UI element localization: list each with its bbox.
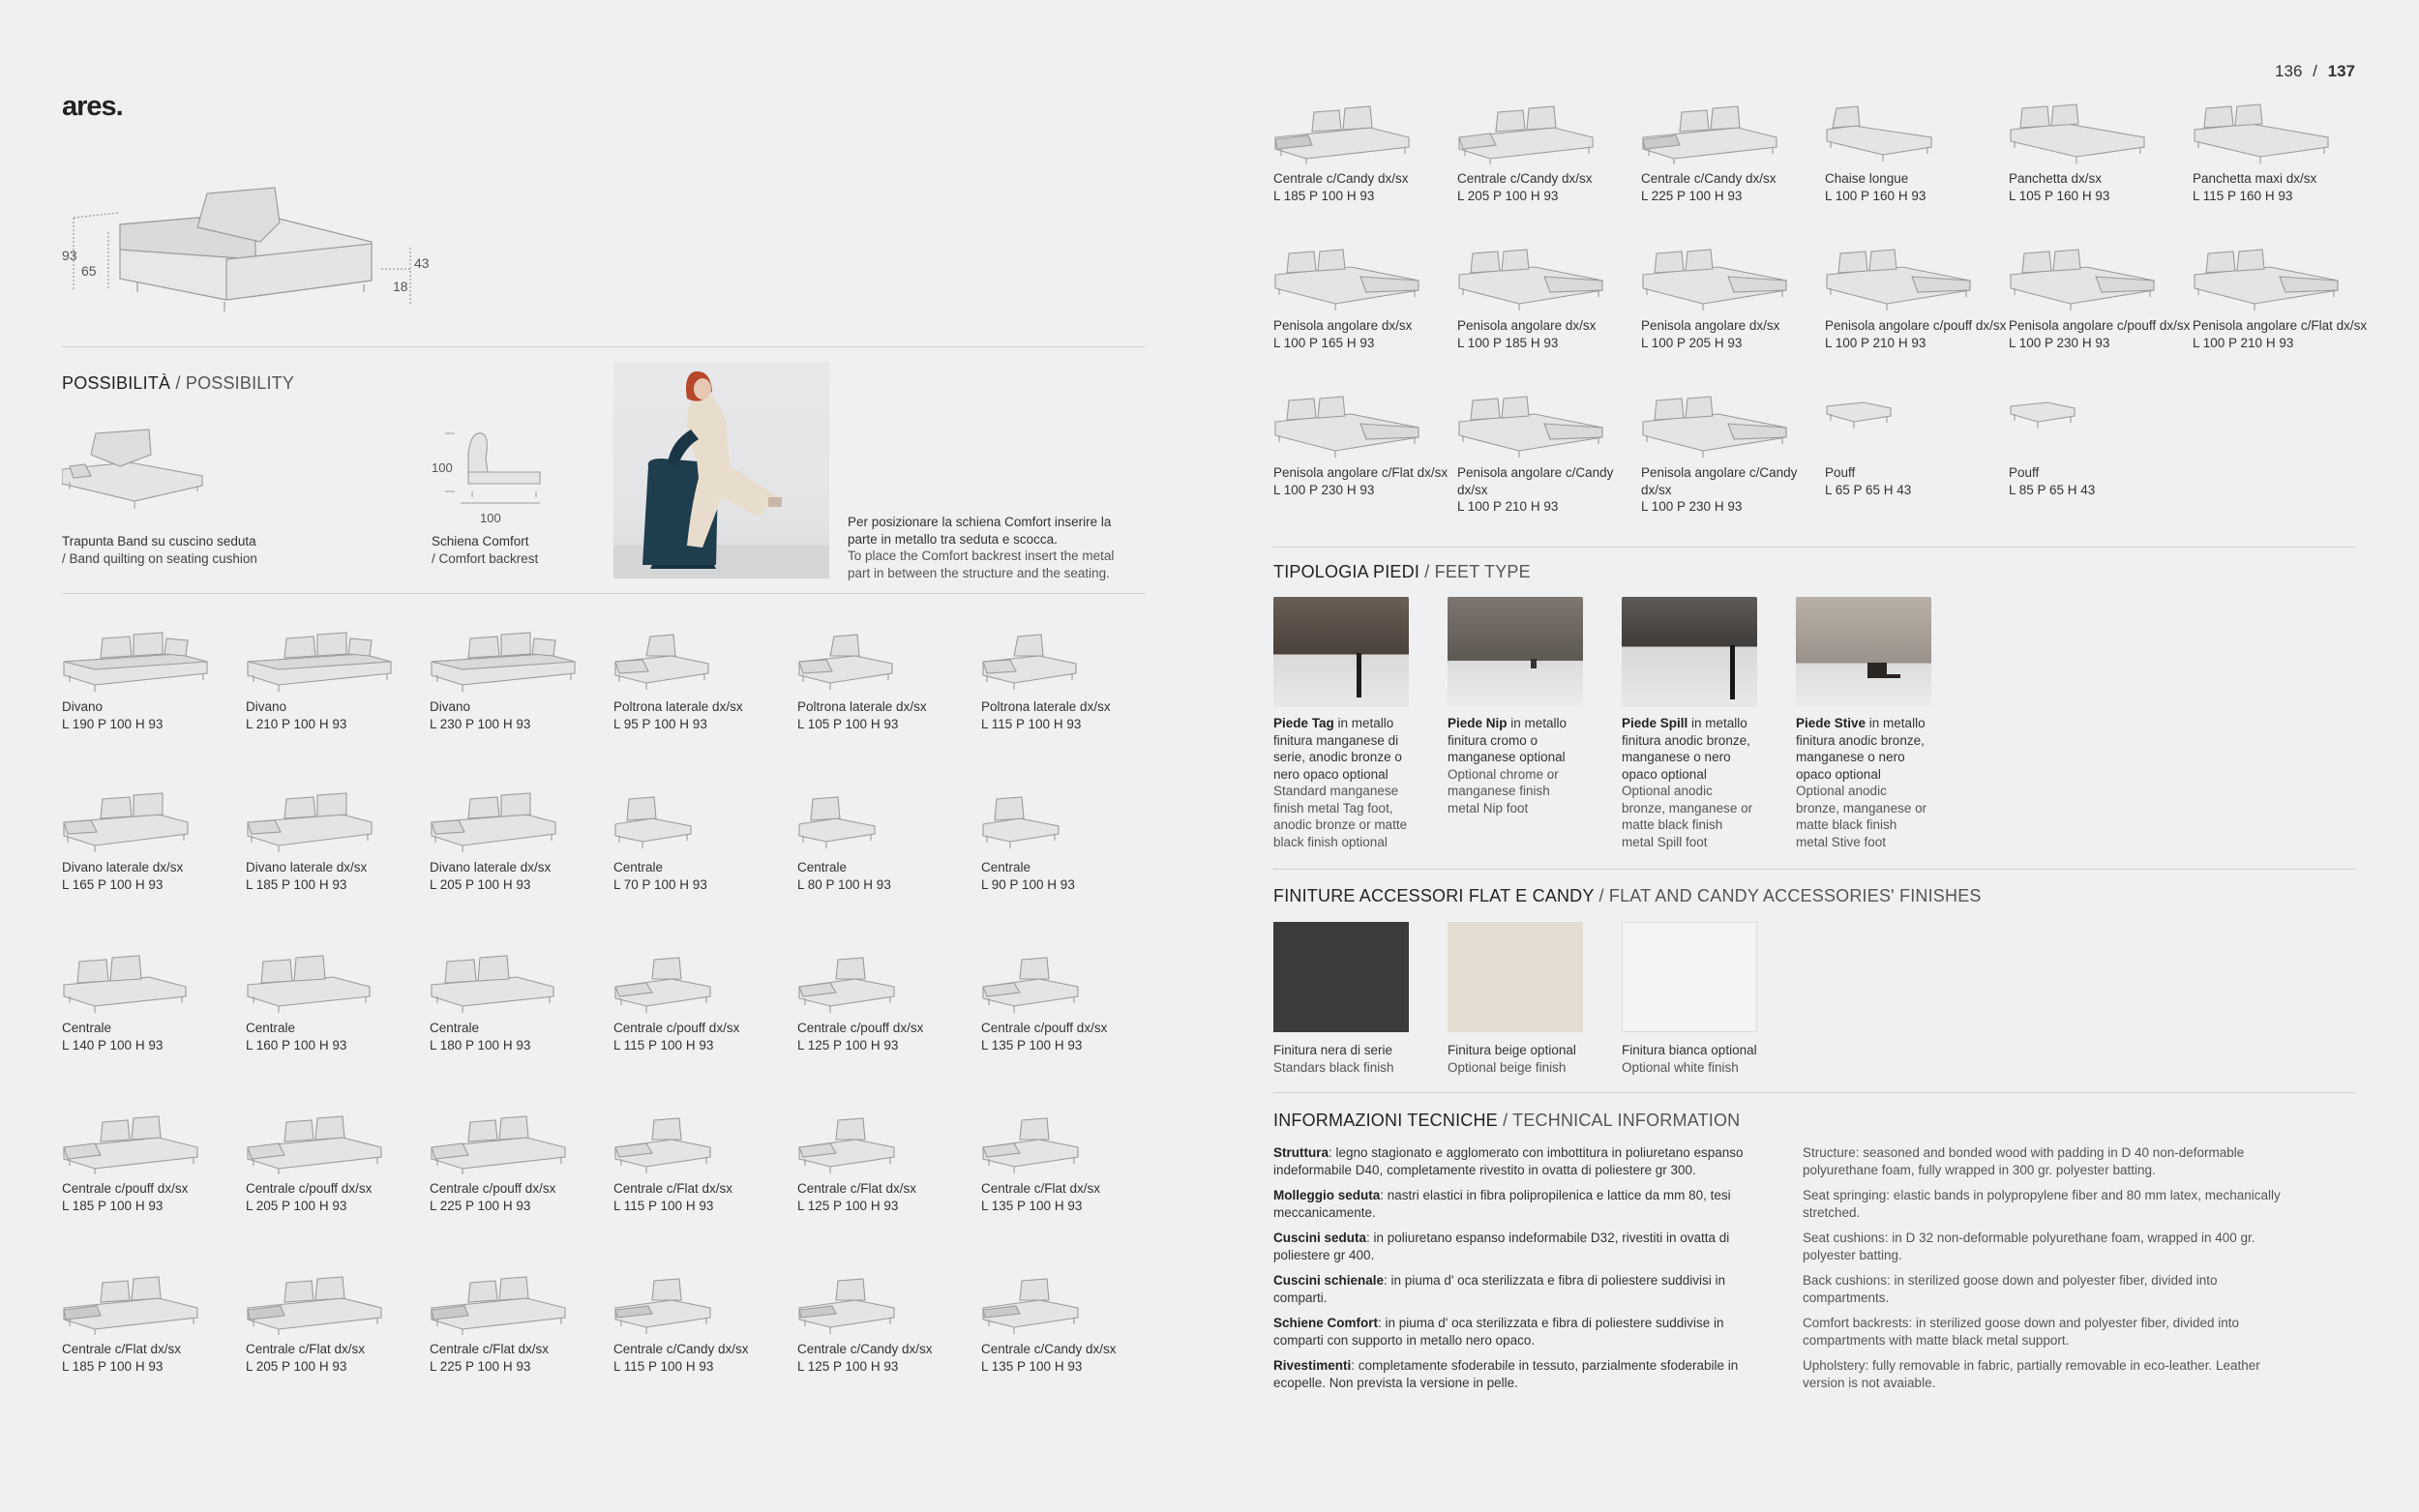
module-dimensions: L 90 P 100 H 93 bbox=[981, 876, 1075, 892]
finish-beige bbox=[1448, 922, 1583, 1076]
module-dimensions: L 205 P 100 H 93 bbox=[246, 1358, 347, 1374]
module-dimensions: L 165 P 100 H 93 bbox=[62, 876, 164, 892]
module-dimensions: L 205 P 100 H 93 bbox=[1457, 188, 1559, 203]
finish-black-en: Standars black finish bbox=[1273, 1059, 1394, 1075]
module-drawing bbox=[246, 1271, 401, 1335]
band-quilting-label-it: Trapunta Band su cuscino seduta bbox=[62, 534, 256, 548]
module-dimensions: L 85 P 65 H 43 bbox=[2009, 482, 2096, 497]
tech-title-en: TECHNICAL INFORMATION bbox=[1512, 1111, 1741, 1130]
module-drawing bbox=[2009, 101, 2164, 164]
module-name: Divano laterale dx/sx bbox=[246, 860, 368, 875]
module-item bbox=[246, 1271, 430, 1432]
module-dimensions: L 100 P 230 H 93 bbox=[2009, 335, 2110, 350]
module-name: Centrale bbox=[797, 860, 848, 875]
module-name: Chaise longue bbox=[1825, 171, 1909, 186]
module-drawing bbox=[981, 629, 1136, 693]
module-drawing bbox=[246, 629, 401, 693]
module-dimensions: L 185 P 100 H 93 bbox=[62, 1198, 164, 1213]
module-name: Centrale bbox=[430, 1021, 480, 1035]
right-modules-grid bbox=[1273, 101, 2376, 542]
tech-en-back-cushions: Back cushions: in sterilized goose down and polyester fiber, divided into compartments. bbox=[1803, 1273, 2218, 1305]
module-name: Penisola angolare dx/sx bbox=[1457, 318, 1597, 333]
foot-nip-it: in metallo finitura cromo o manganese optional bbox=[1448, 716, 1568, 764]
module-item bbox=[981, 1111, 1165, 1271]
module-item bbox=[1825, 248, 2009, 395]
module-dimensions: L 125 P 100 H 93 bbox=[797, 1037, 899, 1052]
module-name: Divano bbox=[62, 699, 104, 714]
module-dimensions: L 115 P 100 H 93 bbox=[613, 1037, 714, 1052]
module-item bbox=[797, 1271, 981, 1432]
module-item bbox=[613, 1271, 797, 1432]
tech-info-it bbox=[1273, 1144, 1757, 1400]
foot-spill-photo bbox=[1622, 597, 1757, 707]
module-drawing bbox=[613, 950, 768, 1014]
module-name: Poltrona laterale dx/sx bbox=[613, 699, 743, 714]
module-name: Centrale bbox=[613, 860, 664, 875]
module-item bbox=[430, 789, 613, 950]
comfort-backrest-label-en: / Comfort backrest bbox=[432, 550, 539, 566]
module-item bbox=[1825, 395, 2009, 542]
divider bbox=[62, 593, 1146, 594]
module-drawing bbox=[430, 789, 584, 853]
module-drawing bbox=[1457, 101, 1612, 164]
module-drawing bbox=[1825, 395, 1980, 459]
feet-title-it: TIPOLOGIA PIEDI bbox=[1273, 562, 1420, 581]
module-drawing bbox=[1825, 248, 1980, 311]
module-name: Divano bbox=[430, 699, 471, 714]
module-drawing bbox=[797, 950, 952, 1014]
module-name: Centrale c/Flat dx/sx bbox=[613, 1181, 733, 1196]
module-name: Poltrona laterale dx/sx bbox=[981, 699, 1111, 714]
module-item bbox=[430, 950, 613, 1111]
module-item bbox=[613, 950, 797, 1111]
module-item bbox=[246, 629, 430, 789]
dim-height-seat: 43 bbox=[414, 255, 430, 271]
foot-nip-name: Piede Nip bbox=[1448, 716, 1508, 730]
module-dimensions: L 125 P 100 H 93 bbox=[797, 1198, 899, 1213]
module-item bbox=[62, 1111, 246, 1271]
band-quilting-item bbox=[62, 426, 257, 567]
tech-en-upholstery: Upholstery: fully removable in fabric, partially removable in eco-leather. Leather version is not avaiable. bbox=[1803, 1358, 2260, 1390]
comfort-note-en: To place the Comfort backrest insert the metal part in between the structure and the seating. bbox=[848, 548, 1115, 580]
module-item bbox=[246, 1111, 430, 1271]
finish-white bbox=[1622, 922, 1757, 1076]
module-item bbox=[2009, 248, 2193, 395]
module-name: Panchetta maxi dx/sx bbox=[2193, 171, 2317, 186]
foot-tag bbox=[1273, 597, 1409, 850]
module-name: Centrale c/pouff dx/sx bbox=[246, 1181, 373, 1196]
foot-spill bbox=[1622, 597, 1757, 850]
module-name: Divano bbox=[246, 699, 287, 714]
tech-en-springing: Seat springing: elastic bands in polypropylene fiber and 80 mm latex, mechanically stretched. bbox=[1803, 1188, 2281, 1220]
module-dimensions: L 80 P 100 H 93 bbox=[797, 876, 891, 892]
module-dimensions: L 115 P 160 H 93 bbox=[2193, 188, 2293, 203]
module-name: Centrale c/Candy dx/sx bbox=[981, 1342, 1117, 1356]
module-name: Penisola angolare c/pouff dx/sx bbox=[1825, 318, 2007, 333]
module-drawing bbox=[430, 1271, 584, 1335]
module-name: Centrale c/pouff dx/sx bbox=[430, 1181, 556, 1196]
module-drawing bbox=[62, 950, 217, 1014]
module-item bbox=[1273, 395, 1457, 542]
module-name: Centrale c/Candy dx/sx bbox=[797, 1342, 933, 1356]
tech-title: INFORMAZIONI TECNICHE / TECHNICAL INFORMATION bbox=[1273, 1111, 1741, 1130]
dim-height-leg: 18 bbox=[393, 279, 408, 294]
module-item bbox=[2009, 101, 2193, 248]
foot-tag-it: in metallo finitura manganese di serie, anodic bronze o nero opaco optional bbox=[1273, 716, 1402, 782]
module-name: Poltrona laterale dx/sx bbox=[797, 699, 927, 714]
module-drawing bbox=[2193, 248, 2347, 311]
module-drawing bbox=[1641, 101, 1796, 164]
module-name: Centrale c/Candy dx/sx bbox=[613, 1342, 749, 1356]
module-item bbox=[1641, 248, 1825, 395]
module-item bbox=[981, 789, 1165, 950]
foot-spill-name: Piede Spill bbox=[1622, 716, 1688, 730]
module-item bbox=[1641, 101, 1825, 248]
possibility-title-en: POSSIBILITY bbox=[185, 373, 295, 393]
module-item bbox=[430, 629, 613, 789]
module-drawing bbox=[246, 1111, 401, 1174]
module-drawing bbox=[797, 1271, 952, 1335]
module-name: Centrale c/pouff dx/sx bbox=[797, 1021, 924, 1035]
module-dimensions: L 185 P 100 H 93 bbox=[62, 1358, 164, 1374]
finish-beige-en: Optional beige finish bbox=[1448, 1059, 1567, 1075]
module-dimensions: L 185 P 100 H 93 bbox=[246, 876, 347, 892]
comfort-backrest-label-it: Schiena Comfort bbox=[432, 534, 529, 548]
foot-nip-photo bbox=[1448, 597, 1583, 707]
module-drawing bbox=[2009, 248, 2164, 311]
module-dimensions: L 185 P 100 H 93 bbox=[1273, 188, 1375, 203]
module-name: Penisola angolare dx/sx bbox=[1641, 318, 1780, 333]
module-dimensions: L 135 P 100 H 93 bbox=[981, 1358, 1083, 1374]
module-drawing bbox=[246, 950, 401, 1014]
module-drawing bbox=[430, 629, 584, 693]
comfort-backrest-photo bbox=[613, 362, 829, 578]
tech-it-back-cushions: Cuscini schienale: in piuma d' oca sterilizzata e fibra di poliestere suddivisi in comparti. bbox=[1273, 1273, 1726, 1305]
module-dimensions: L 210 P 100 H 93 bbox=[246, 716, 347, 731]
module-drawing bbox=[981, 789, 1136, 853]
module-item bbox=[613, 629, 797, 789]
module-dimensions: L 105 P 160 H 93 bbox=[2009, 188, 2110, 203]
module-item bbox=[613, 1111, 797, 1271]
module-drawing bbox=[62, 1111, 217, 1174]
module-item bbox=[1457, 101, 1641, 248]
module-name: Centrale c/Candy dx/sx bbox=[1457, 171, 1593, 186]
module-drawing bbox=[430, 1111, 584, 1174]
module-name: Centrale c/Flat dx/sx bbox=[981, 1181, 1101, 1196]
module-item bbox=[1273, 101, 1457, 248]
module-dimensions: L 100 P 210 H 93 bbox=[2193, 335, 2294, 350]
module-name: Divano laterale dx/sx bbox=[62, 860, 184, 875]
foot-stive-en: Optional anodic bronze, manganese or matte black finish metal Stive foot bbox=[1796, 784, 1927, 849]
foot-tag-name: Piede Tag bbox=[1273, 716, 1334, 730]
module-item bbox=[246, 789, 430, 950]
module-name: Centrale bbox=[981, 860, 1031, 875]
module-item bbox=[1457, 248, 1641, 395]
feet-list bbox=[1273, 597, 1931, 850]
module-drawing bbox=[797, 629, 952, 693]
module-item bbox=[246, 950, 430, 1111]
tech-it-seat-cushions: Cuscini seduta: in poliuretano espanso indeformabile D32, rivestiti in ovatta di poliestere gr 400. bbox=[1273, 1230, 1730, 1262]
possibility-title-it: POSSIBILITÀ bbox=[62, 373, 171, 393]
finish-beige-swatch bbox=[1448, 922, 1583, 1032]
module-dimensions: L 95 P 100 H 93 bbox=[613, 716, 707, 731]
module-name: Centrale c/pouff dx/sx bbox=[62, 1181, 189, 1196]
hero-module-drawing bbox=[62, 184, 439, 319]
module-dimensions: L 100 P 210 H 93 bbox=[1825, 335, 1926, 350]
module-item bbox=[62, 789, 246, 950]
comfort-dim-depth: 100 bbox=[480, 511, 501, 525]
module-name: Centrale c/Candy dx/sx bbox=[1641, 171, 1777, 186]
finishes-title-en: FLAT AND CANDY ACCESSORIES' FINISHES bbox=[1608, 886, 1982, 905]
comfort-note-it: Per posizionare la schiena Comfort inserire la parte in metallo tra seduta e scocca. bbox=[848, 515, 1112, 547]
module-dimensions: L 140 P 100 H 93 bbox=[62, 1037, 164, 1052]
module-dimensions: L 100 P 230 H 93 bbox=[1641, 499, 1743, 514]
module-dimensions: L 190 P 100 H 93 bbox=[62, 716, 164, 731]
hero-sofa-svg bbox=[62, 184, 439, 319]
module-dimensions: L 100 P 165 H 93 bbox=[1273, 335, 1375, 350]
module-name: Centrale c/pouff dx/sx bbox=[613, 1021, 740, 1035]
module-item bbox=[1825, 101, 2009, 248]
module-drawing bbox=[1457, 395, 1612, 459]
module-dimensions: L 105 P 100 H 93 bbox=[797, 716, 899, 731]
module-dimensions: L 135 P 100 H 93 bbox=[981, 1037, 1083, 1052]
module-name: Centrale bbox=[62, 1021, 112, 1035]
feet-title-en: FEET TYPE bbox=[1434, 562, 1531, 581]
module-drawing bbox=[797, 789, 952, 853]
tech-en-comfort-backrests: Comfort backrests: in sterilized goose down and polyester fiber, divided into compartments with matte black metal support. bbox=[1803, 1316, 2239, 1348]
module-name: Centrale c/Flat dx/sx bbox=[246, 1342, 366, 1356]
module-dimensions: L 100 P 230 H 93 bbox=[1273, 482, 1375, 497]
tech-info-en bbox=[1803, 1144, 2286, 1400]
divider bbox=[1273, 1092, 2355, 1093]
module-drawing bbox=[1273, 395, 1428, 459]
tech-it-upholstery: Rivestimenti: completamente sfoderabile in tessuto, parzialmente sfoderabile in ecopelle. Non prevista la versione in pelle. bbox=[1273, 1358, 1739, 1390]
module-drawing bbox=[62, 789, 217, 853]
module-name: Centrale c/Flat dx/sx bbox=[430, 1342, 550, 1356]
module-drawing bbox=[613, 789, 768, 853]
module-name: Penisola angolare c/Candy dx/sx bbox=[1641, 465, 1798, 497]
foot-nip-en: Optional chrome or manganese finish metal Nip foot bbox=[1448, 766, 1559, 815]
finish-black bbox=[1273, 922, 1409, 1076]
module-name: Penisola angolare dx/sx bbox=[1273, 318, 1413, 333]
page-number-separator: / bbox=[2313, 62, 2317, 80]
module-dimensions: L 205 P 100 H 93 bbox=[430, 876, 531, 892]
module-name: Panchetta dx/sx bbox=[2009, 171, 2103, 186]
module-drawing bbox=[430, 950, 584, 1014]
module-item bbox=[613, 789, 797, 950]
module-drawing bbox=[62, 629, 217, 693]
module-item bbox=[797, 1111, 981, 1271]
module-item bbox=[981, 629, 1165, 789]
tech-it-structure: Struttura: legno stagionato e agglomerato con imbottitura in poliuretano espanso indeformabile D40, completamente rivestito in ovatta di poliestere gr 300. bbox=[1273, 1145, 1744, 1177]
comfort-backrest-item bbox=[432, 426, 557, 567]
module-item bbox=[430, 1271, 613, 1432]
module-drawing bbox=[1641, 395, 1796, 459]
tech-en-structure: Structure: seasoned and bonded wood with padding in D 40 non-deformable polyurethane foam, fully wrapped in 300 gr. polyester batting. bbox=[1803, 1145, 2245, 1177]
module-drawing bbox=[246, 789, 401, 853]
module-name: Penisola angolare c/Candy dx/sx bbox=[1457, 465, 1614, 497]
module-dimensions: L 230 P 100 H 93 bbox=[430, 716, 531, 731]
module-name: Centrale bbox=[246, 1021, 296, 1035]
module-name: Centrale c/Candy dx/sx bbox=[1273, 171, 1409, 186]
divider bbox=[62, 346, 1146, 347]
module-item bbox=[981, 950, 1165, 1111]
module-name: Divano laterale dx/sx bbox=[430, 860, 552, 875]
module-drawing bbox=[1825, 101, 1980, 164]
module-item bbox=[2193, 101, 2376, 248]
module-item bbox=[1273, 248, 1457, 395]
module-dimensions: L 180 P 100 H 93 bbox=[430, 1037, 531, 1052]
module-name: Centrale c/pouff dx/sx bbox=[981, 1021, 1108, 1035]
divider bbox=[1273, 869, 2355, 870]
foot-spill-it: in metallo finitura anodic bronze, manganese o nero opaco optional bbox=[1622, 716, 1750, 782]
module-dimensions: L 135 P 100 H 93 bbox=[981, 1198, 1083, 1213]
module-dimensions: L 225 P 100 H 93 bbox=[430, 1198, 531, 1213]
module-drawing bbox=[613, 1111, 768, 1174]
page-number-left: 136 bbox=[2275, 62, 2303, 80]
module-dimensions: L 70 P 100 H 93 bbox=[613, 876, 707, 892]
finishes-list bbox=[1273, 922, 1757, 1076]
comfort-note bbox=[848, 514, 1138, 581]
module-dimensions: L 100 P 205 H 93 bbox=[1641, 335, 1743, 350]
module-item bbox=[62, 1271, 246, 1432]
module-drawing bbox=[2193, 101, 2347, 164]
module-dimensions: L 205 P 100 H 93 bbox=[246, 1198, 347, 1213]
module-drawing bbox=[1273, 101, 1428, 164]
module-drawing bbox=[1273, 248, 1428, 311]
module-dimensions: L 160 P 100 H 93 bbox=[246, 1037, 347, 1052]
band-quilting-drawing bbox=[62, 426, 207, 513]
module-drawing bbox=[981, 1111, 1136, 1174]
module-drawing bbox=[613, 629, 768, 693]
band-quilting-label-en: / Band quilting on seating cushion bbox=[62, 550, 257, 566]
comfort-dim-height: 100 bbox=[432, 460, 453, 475]
tech-it-springing: Molleggio seduta: nastri elastici in fibra polipropilenica e lattice da mm 80, tesi meccanicamente. bbox=[1273, 1188, 1731, 1220]
module-dimensions: L 100 P 210 H 93 bbox=[1457, 499, 1559, 514]
module-item bbox=[2009, 395, 2193, 542]
left-modules-grid bbox=[62, 629, 1165, 1432]
module-drawing bbox=[981, 1271, 1136, 1335]
module-dimensions: L 225 P 100 H 93 bbox=[430, 1358, 531, 1374]
foot-stive-it: in metallo finitura anodic bronze, manganese o nero opaco optional bbox=[1796, 716, 1926, 782]
module-name: Pouff bbox=[1825, 465, 1856, 480]
dim-height-arm: 65 bbox=[81, 263, 97, 279]
module-item bbox=[1641, 395, 1825, 542]
module-dimensions: L 115 P 100 H 93 bbox=[981, 716, 1082, 731]
dim-height-total: 93 bbox=[62, 248, 77, 263]
foot-stive-name: Piede Stive bbox=[1796, 716, 1867, 730]
foot-tag-en: Standard manganese finish metal Tag foot, anodic bronze or matte black finish optional bbox=[1273, 784, 1408, 849]
module-drawing bbox=[613, 1271, 768, 1335]
module-drawing bbox=[62, 1271, 217, 1335]
module-dimensions: L 115 P 100 H 93 bbox=[613, 1198, 714, 1213]
foot-tag-photo bbox=[1273, 597, 1409, 707]
module-drawing bbox=[1641, 248, 1796, 311]
finish-white-en: Optional white finish bbox=[1622, 1059, 1739, 1075]
module-item bbox=[797, 789, 981, 950]
module-drawing bbox=[797, 1111, 952, 1174]
foot-nip bbox=[1448, 597, 1583, 850]
foot-stive bbox=[1796, 597, 1931, 850]
module-dimensions: L 100 P 185 H 93 bbox=[1457, 335, 1559, 350]
module-item bbox=[62, 950, 246, 1111]
module-item bbox=[797, 629, 981, 789]
finish-black-it: Finitura nera di serie bbox=[1273, 1043, 1393, 1057]
finish-white-swatch bbox=[1622, 922, 1757, 1032]
finishes-title: FINITURE ACCESSORI FLAT E CANDY / FLAT AND CANDY ACCESSORIES' FINISHES bbox=[1273, 886, 1982, 905]
module-name: Penisola angolare c/pouff dx/sx bbox=[2009, 318, 2191, 333]
module-item bbox=[797, 950, 981, 1111]
module-name: Penisola angolare c/Flat dx/sx bbox=[1273, 465, 1448, 480]
module-dimensions: L 65 P 65 H 43 bbox=[1825, 482, 1912, 497]
module-name: Penisola angolare c/Flat dx/sx bbox=[2193, 318, 2368, 333]
tech-it-comfort-backrests: Schiene Comfort: in piuma d' oca sterilizzata e fibra di poliestere suddivise in comparti con supporto in metallo nero opaco. bbox=[1273, 1316, 1724, 1348]
foot-stive-photo bbox=[1796, 597, 1931, 707]
page-number-right: 137 bbox=[2327, 62, 2355, 80]
module-drawing bbox=[981, 950, 1136, 1014]
finishes-title-it: FINITURE ACCESSORI FLAT E CANDY bbox=[1273, 886, 1595, 905]
finish-beige-it: Finitura beige optional bbox=[1448, 1043, 1576, 1057]
module-dimensions: L 125 P 100 H 93 bbox=[797, 1358, 899, 1374]
module-name: Centrale c/Flat dx/sx bbox=[62, 1342, 182, 1356]
module-name: Pouff bbox=[2009, 465, 2040, 480]
divider bbox=[1273, 547, 2355, 548]
feet-title: TIPOLOGIA PIEDI / FEET TYPE bbox=[1273, 562, 1531, 581]
module-drawing bbox=[2009, 395, 2164, 459]
tech-en-seat-cushions: Seat cushions: in D 32 non-deformable polyurethane foam, wrapped in 400 gr. polyester batting. bbox=[1803, 1230, 2255, 1262]
module-item bbox=[62, 629, 246, 789]
module-dimensions: L 225 P 100 H 93 bbox=[1641, 188, 1743, 203]
module-item bbox=[2193, 248, 2376, 395]
tech-title-it: INFORMAZIONI TECNICHE bbox=[1273, 1111, 1498, 1130]
module-item bbox=[981, 1271, 1165, 1432]
page-numbers bbox=[2275, 62, 2355, 81]
module-item bbox=[430, 1111, 613, 1271]
module-dimensions: L 115 P 100 H 93 bbox=[613, 1358, 714, 1374]
finish-white-it: Finitura bianca optional bbox=[1622, 1043, 1757, 1057]
foot-spill-en: Optional anodic bronze, manganese or matte black finish metal Spill foot bbox=[1622, 784, 1753, 849]
module-name: Centrale c/Flat dx/sx bbox=[797, 1181, 917, 1196]
module-item bbox=[1457, 395, 1641, 542]
possibility-title: POSSIBILITÀ / POSSIBILITY bbox=[62, 373, 295, 393]
module-drawing bbox=[1457, 248, 1612, 311]
module-dimensions: L 100 P 160 H 93 bbox=[1825, 188, 1926, 203]
brand-logo: ares. bbox=[62, 91, 123, 122]
finish-black-swatch bbox=[1273, 922, 1409, 1032]
